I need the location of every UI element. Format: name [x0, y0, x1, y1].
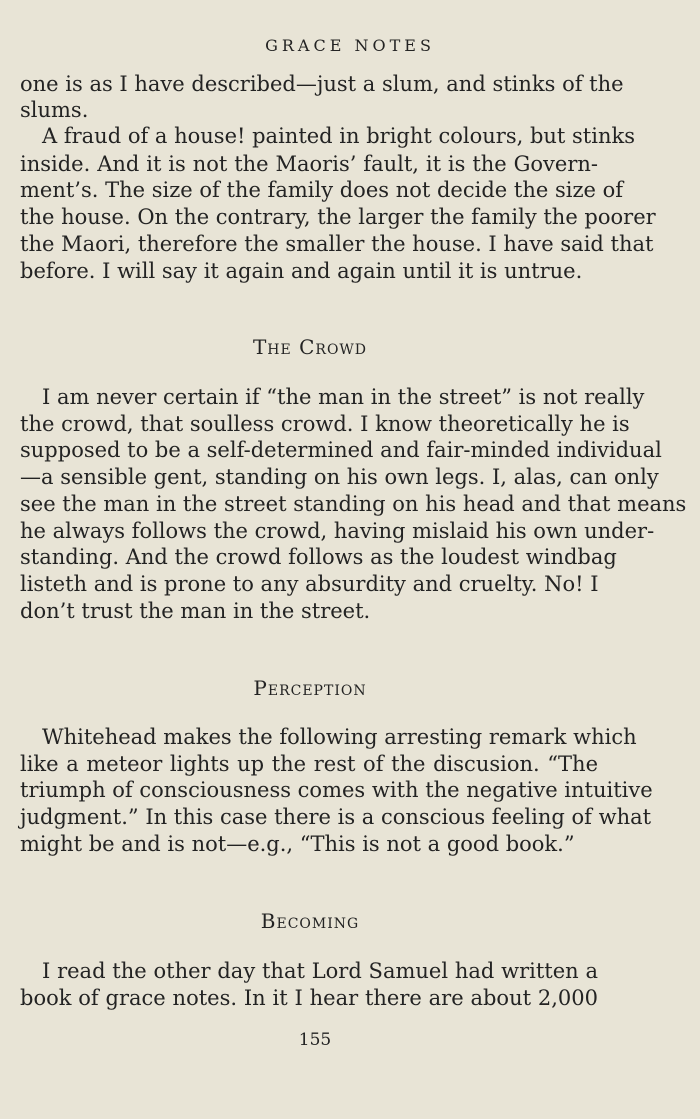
text-line: slums.: [20, 98, 89, 122]
text-line: he always follows the crowd, having mislaid his own under-: [20, 519, 655, 543]
text-line: triumph of consciousness comes with the negative intuitive: [20, 778, 653, 802]
text-line: Whitehead makes the following arresting remark which: [42, 725, 637, 749]
text-line: the house. On the contrary, the larger the family the poorer: [20, 205, 656, 229]
running-head: GRACE NOTES: [265, 36, 435, 55]
section-heading: Perception: [253, 676, 367, 700]
text-line: I read the other day that Lord Samuel had written a: [42, 959, 598, 983]
text-line: —a sensible gent, standing on his own legs. I, alas, can only: [20, 465, 659, 489]
text-line: standing. And the crowd follows as the loudest windbag: [20, 545, 617, 569]
text-line: book of grace notes. In it I hear there are about 2,000: [20, 986, 598, 1010]
text-line: see the man in the street standing on his head and that means: [20, 492, 687, 516]
text-line: A fraud of a house! painted in bright colours, but stinks: [42, 124, 635, 148]
text-line: I am never certain if “the man in the street” is not really: [42, 385, 645, 409]
section-heading: The Crowd: [252, 335, 368, 359]
text-line: might be and is not—e.g., “This is not a good book.”: [20, 832, 575, 856]
text-line: one is as I have described—just a slum, and stinks of the: [20, 72, 624, 96]
text-line: listeth and is prone to any absurdity and cruelty. No! I: [20, 572, 599, 596]
text-line: the Maori, therefore the smaller the house. I have said that: [20, 232, 654, 256]
text-line: the crowd, that soulless crowd. I know theoretically he is: [20, 412, 630, 436]
text-line: don’t trust the man in the street.: [20, 599, 371, 623]
text-line: inside. And it is not the Maoris’ fault, it is the Govern-: [20, 152, 598, 176]
text-line: ment’s. The size of the family does not decide the size of: [20, 178, 624, 202]
text-line: before. I will say it again and again until it is untrue.: [20, 259, 583, 283]
text-line: like a meteor lights up the rest of the discusion. “The: [20, 752, 598, 776]
section-heading: Becoming: [260, 909, 360, 933]
text-line: supposed to be a self-determined and fair-minded individual: [20, 438, 662, 462]
page-number: 155: [298, 1030, 332, 1050]
text-line: judgment.” In this case there is a conscious feeling of what: [20, 805, 652, 829]
